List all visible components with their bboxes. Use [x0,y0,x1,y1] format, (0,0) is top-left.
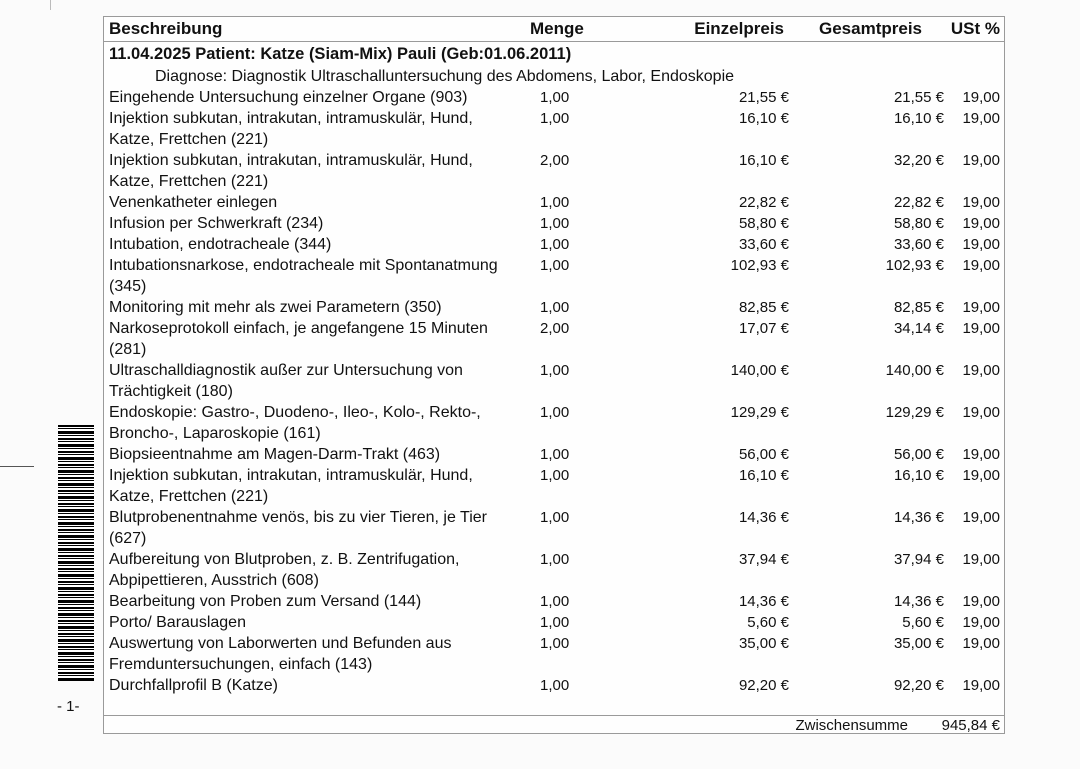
row-description: Intubationsnarkose, endotracheale mit Spontanatmung (345) [109,257,498,295]
row-vat: 19,00 [962,257,1000,274]
row-quantity: 1,00 [540,635,570,652]
row-total-price: 16,10 € [893,467,944,484]
col-vat-header: USt % [950,19,1000,38]
row-unit-price: 58,80 € [738,215,789,232]
row-unit-price: 17,07 € [738,320,789,337]
row-vat: 19,00 [962,635,1000,652]
subtotal-label: Zwischensumme [795,717,908,734]
row-quantity: 1,00 [540,299,570,316]
row-vat: 19,00 [962,362,1000,379]
row-quantity: 1,00 [540,257,570,274]
page-number: - 1- [57,698,80,715]
row-total-price: 34,14 € [893,320,944,337]
row-total-price: 58,80 € [893,215,944,232]
table-row [104,255,1004,297]
row-vat: 19,00 [962,446,1000,463]
row-unit-price: 14,36 € [738,593,789,610]
row-total-price: 22,82 € [893,194,944,211]
table-row [104,444,1004,465]
row-unit-price: 16,10 € [738,110,789,127]
row-vat: 19,00 [962,509,1000,526]
col-unit-price-header: Einzelpreis [694,19,784,38]
row-unit-price: 56,00 € [738,446,789,463]
patient-line: 11.04.2025 Patient: Katze (Siam-Mix) Pauli (Geb:01.06.2011) [109,45,572,63]
table-row [104,297,1004,318]
row-total-price: 21,55 € [893,89,944,106]
row-description: Eingehende Untersuchung einzelner Organe (903) [109,89,468,106]
row-vat: 19,00 [962,404,1000,421]
row-quantity: 1,00 [540,89,570,106]
row-quantity: 1,00 [540,110,570,127]
row-vat: 19,00 [962,677,1000,694]
row-description: Ultraschalldiagnostik außer zur Untersuchung von Trächtigkeit (180) [109,362,463,400]
table-row [104,591,1004,612]
row-vat: 19,00 [962,299,1000,316]
row-vat: 19,00 [962,194,1000,211]
row-description: Narkoseprotokoll einfach, je angefangene 15 Minuten (281) [109,320,488,358]
row-unit-price: 5,60 € [747,614,789,631]
row-total-price: 92,20 € [893,677,944,694]
table-row [104,633,1004,675]
row-description: Injektion subkutan, intrakutan, intramuskulär, Hund, Katze, Frettchen (221) [109,152,473,190]
row-description: Injektion subkutan, intrakutan, intramuskulär, Hund, Katze, Frettchen (221) [109,467,473,505]
row-description: Blutprobenentnahme venös, bis zu vier Tieren, je Tier (627) [109,509,487,547]
row-vat: 19,00 [962,551,1000,568]
table-row [104,87,1004,108]
row-total-price: 35,00 € [893,635,944,652]
barcode [58,425,94,681]
row-vat: 19,00 [962,89,1000,106]
row-description: Venenkatheter einlegen [109,194,278,211]
row-quantity: 1,00 [540,551,570,568]
row-description: Bearbeitung von Proben zum Versand (144) [109,593,422,610]
row-quantity: 1,00 [540,194,570,211]
col-quantity-header: Menge [530,19,584,38]
table-row [104,360,1004,402]
row-description: Endoskopie: Gastro-, Duodeno-, Ileo-, Kolo-, Rekto-, Broncho-, Laparoskopie (161) [109,404,481,442]
line-items [104,87,1004,696]
row-unit-price: 16,10 € [738,152,789,169]
row-vat: 19,00 [962,236,1000,253]
row-unit-price: 82,85 € [738,299,789,316]
row-quantity: 1,00 [540,593,570,610]
row-total-price: 129,29 € [885,404,944,421]
row-unit-price: 33,60 € [738,236,789,253]
row-description: Auswertung von Laborwerten und Befunden aus Fremduntersuchungen, einfach (143) [109,635,452,673]
row-quantity: 1,00 [540,215,570,232]
row-vat: 19,00 [962,614,1000,631]
row-description: Durchfallprofil B (Katze) [109,677,278,694]
row-total-price: 14,36 € [893,509,944,526]
table-row [104,108,1004,150]
table-header [104,17,1004,42]
row-quantity: 1,00 [540,236,570,253]
table-row [104,234,1004,255]
row-description: Monitoring mit mehr als zwei Parametern (350) [109,299,442,316]
row-total-price: 82,85 € [893,299,944,316]
row-description: Aufbereitung von Blutproben, z. B. Zentrifugation, Abpipettieren, Ausstrich (608) [109,551,460,589]
row-total-price: 14,36 € [893,593,944,610]
diagnosis-line: Diagnose: Diagnostik Ultraschalluntersuchung des Abdomens, Labor, Endoskopie [155,68,735,85]
row-total-price: 5,60 € [902,614,944,631]
col-description-header: Beschreibung [109,19,223,38]
row-vat: 19,00 [962,467,1000,484]
row-unit-price: 102,93 € [730,257,789,274]
row-quantity: 2,00 [540,152,570,169]
row-quantity: 2,00 [540,320,570,337]
row-description: Intubation, endotracheale (344) [109,236,332,253]
scan-edge-mark [50,0,51,10]
row-description: Infusion per Schwerkraft (234) [109,215,324,232]
row-total-price: 56,00 € [893,446,944,463]
table-row [104,150,1004,192]
table-row [104,465,1004,507]
col-total-price-header: Gesamtpreis [819,19,922,38]
row-vat: 19,00 [962,593,1000,610]
table-row [104,549,1004,591]
row-unit-price: 140,00 € [730,362,789,379]
row-unit-price: 21,55 € [738,89,789,106]
row-vat: 19,00 [962,215,1000,232]
row-quantity: 1,00 [540,509,570,526]
row-unit-price: 129,29 € [730,404,789,421]
table-row [104,675,1004,696]
fold-mark [0,466,34,467]
row-total-price: 140,00 € [885,362,944,379]
invoice-table [103,16,1005,734]
row-total-price: 32,20 € [893,152,944,169]
row-total-price: 102,93 € [885,257,944,274]
table-row [104,192,1004,213]
table-row [104,402,1004,444]
row-description: Injektion subkutan, intrakutan, intramuskulär, Hund, Katze, Frettchen (221) [109,110,473,148]
row-quantity: 1,00 [540,446,570,463]
table-row [104,612,1004,633]
row-quantity: 1,00 [540,677,570,694]
row-unit-price: 16,10 € [738,467,789,484]
table-row [104,507,1004,549]
row-quantity: 1,00 [540,467,570,484]
row-unit-price: 14,36 € [738,509,789,526]
row-quantity: 1,00 [540,404,570,421]
row-description: Biopsieentnahme am Magen-Darm-Trakt (463) [109,446,441,463]
row-unit-price: 22,82 € [738,194,789,211]
row-quantity: 1,00 [540,362,570,379]
table-row [104,213,1004,234]
row-description: Porto/ Barauslagen [109,614,246,631]
row-unit-price: 92,20 € [738,677,789,694]
row-total-price: 37,94 € [893,551,944,568]
subtotal-divider [104,715,1004,716]
row-unit-price: 35,00 € [738,635,789,652]
row-unit-price: 37,94 € [738,551,789,568]
row-total-price: 33,60 € [893,236,944,253]
table-row [104,318,1004,360]
subtotal-value: 945,84 € [941,717,1000,734]
row-vat: 19,00 [962,110,1000,127]
row-quantity: 1,00 [540,614,570,631]
row-vat: 19,00 [962,152,1000,169]
row-vat: 19,00 [962,320,1000,337]
row-total-price: 16,10 € [893,110,944,127]
